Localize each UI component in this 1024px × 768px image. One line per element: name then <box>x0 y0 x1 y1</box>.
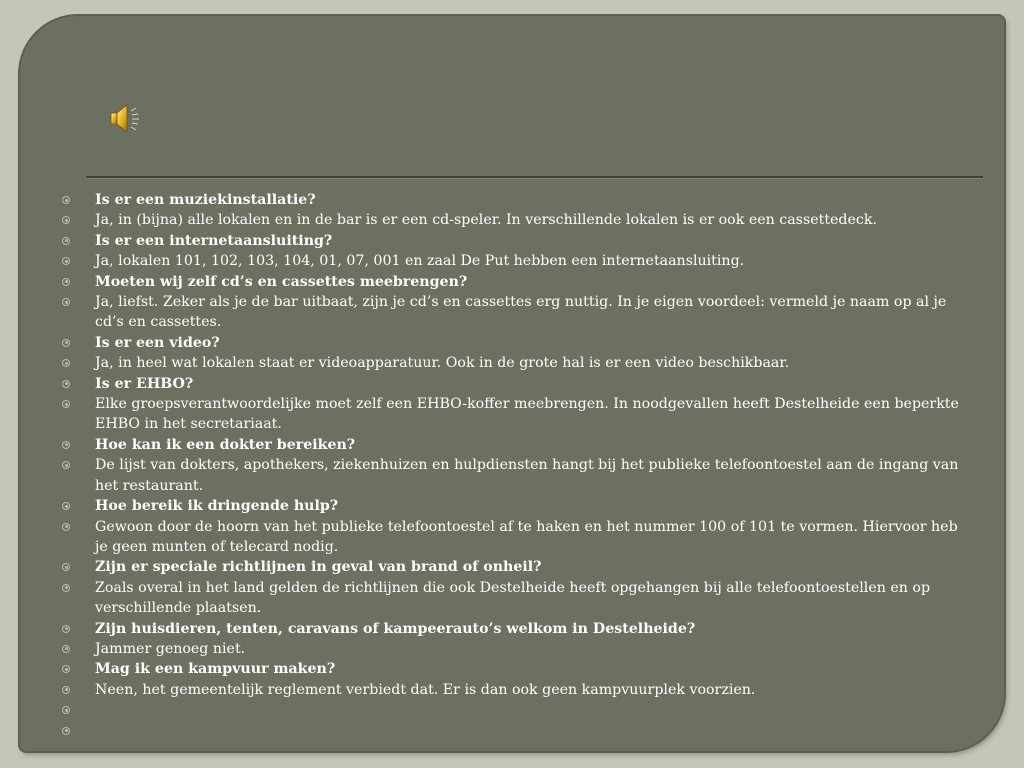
bullet-icon <box>62 523 70 531</box>
bullet-icon <box>62 645 70 653</box>
question-text: Moeten wij zelf cd’s en cassettes meebrengen? <box>95 273 468 290</box>
empty-bullet <box>62 721 967 741</box>
faq-answer <box>62 210 967 230</box>
bullet-icon <box>62 380 70 388</box>
faq-question <box>62 435 967 455</box>
bullet-icon <box>62 727 70 735</box>
faq-answer <box>62 292 967 333</box>
answer-text: Gewoon door de hoorn van het publieke telefoontoestel af te haken en het nummer 100 of 101 te vormen. Hiervoor heb je geen munten of telecard nodig. <box>95 518 958 555</box>
faq-answer <box>62 517 967 558</box>
bullet-icon <box>62 502 70 510</box>
faq-list <box>62 190 967 741</box>
bullet-icon <box>62 584 70 592</box>
bullet-icon <box>62 298 70 306</box>
answer-text: Ja, in heel wat lokalen staat er videoapparatuur. Ook in de grote hal is er een video beschikbaar. <box>95 355 790 372</box>
question-text: Zijn er speciale richtlijnen in geval van brand of onheil? <box>95 559 542 576</box>
faq-question <box>62 557 967 577</box>
answer-text: Zoals overal in het land gelden de richtlijnen die ook Destelheide heeft opgehangen bij alle telefoontoestellen en op verschillende plaatsen. <box>95 579 931 617</box>
faq-question <box>62 374 967 394</box>
question-text: Is er EHBO? <box>95 375 194 392</box>
empty-text <box>95 723 100 739</box>
question-text: Is er een video? <box>95 334 220 351</box>
question-text: Is er een internetaansluiting? <box>95 232 333 249</box>
faq-answer <box>62 394 967 435</box>
bullet-icon <box>62 237 70 245</box>
bullet-icon <box>62 339 70 347</box>
bullet-icon <box>62 441 70 449</box>
title-divider <box>86 176 983 179</box>
bullet-icon <box>62 257 70 265</box>
bullet-icon <box>62 706 70 714</box>
answer-text: Ja, liefst. Zeker als je de bar uitbaat, zijn je cd’s en cassettes erg nuttig. In je eigen voordeel: vermeld je naam op al je cd’s en cassettes. <box>95 294 947 331</box>
question-text: Hoe bereik ik dringende hulp? <box>95 498 339 515</box>
bullet-icon <box>62 625 70 633</box>
bullet-icon <box>62 563 70 571</box>
faq-answer <box>62 353 967 373</box>
faq-answer <box>62 455 967 496</box>
speaker-icon[interactable] <box>108 102 142 136</box>
answer-text: De lijst van dokters, apothekers, ziekenhuizen en hulpdiensten hangt bij het publieke telefoontoestel aan de ingang van het restaurant. <box>95 457 959 494</box>
answer-text: Ja, in (bijna) alle lokalen en in de bar is er een cd-speler. In verschillende lokalen is er ook een cassettedeck. <box>95 212 877 229</box>
faq-question <box>62 231 967 251</box>
bullet-icon <box>62 665 70 673</box>
faq-answer <box>62 639 967 659</box>
bullet-icon <box>62 196 70 204</box>
faq-question <box>62 496 967 516</box>
question-text: Mag ik een kampvuur maken? <box>95 661 336 678</box>
faq-answer <box>62 578 967 619</box>
faq-question <box>62 190 967 210</box>
question-text: Is er een muziekinstallatie? <box>95 192 316 208</box>
faq-question <box>62 272 967 292</box>
faq-question <box>62 619 967 639</box>
question-text: Zijn huisdieren, tenten, caravans of kampeerauto’s welkom in Destelheide? <box>95 620 696 637</box>
faq-answer <box>62 680 967 700</box>
bullet-icon <box>62 400 70 408</box>
empty-text <box>95 702 100 718</box>
question-text: Hoe kan ik een dokter bereiken? <box>95 436 356 453</box>
faq-question <box>62 659 967 679</box>
answer-text: Neen, het gemeentelijk reglement verbiedt dat. Er is dan ook geen kampvuurplek voorzien. <box>95 681 756 698</box>
faq-question <box>62 333 967 353</box>
answer-text: Jammer genoeg niet. <box>95 640 246 657</box>
faq-answer <box>62 251 967 271</box>
bullet-icon <box>62 216 70 224</box>
answer-text: Ja, lokalen 101, 102, 103, 104, 01, 07, 001 en zaal De Put hebben een internetaansluiting. <box>95 253 745 270</box>
bullet-icon <box>62 686 70 694</box>
empty-bullet <box>62 700 967 720</box>
bullet-icon <box>62 359 70 367</box>
answer-text: Elke groepsverantwoordelijke moet zelf een EHBO-koffer meebrengen. In noodgevallen heeft Destelheide een beperkte EHBO in het secretariaat. <box>95 396 959 433</box>
bullet-icon <box>62 278 70 286</box>
bullet-icon <box>62 461 70 469</box>
